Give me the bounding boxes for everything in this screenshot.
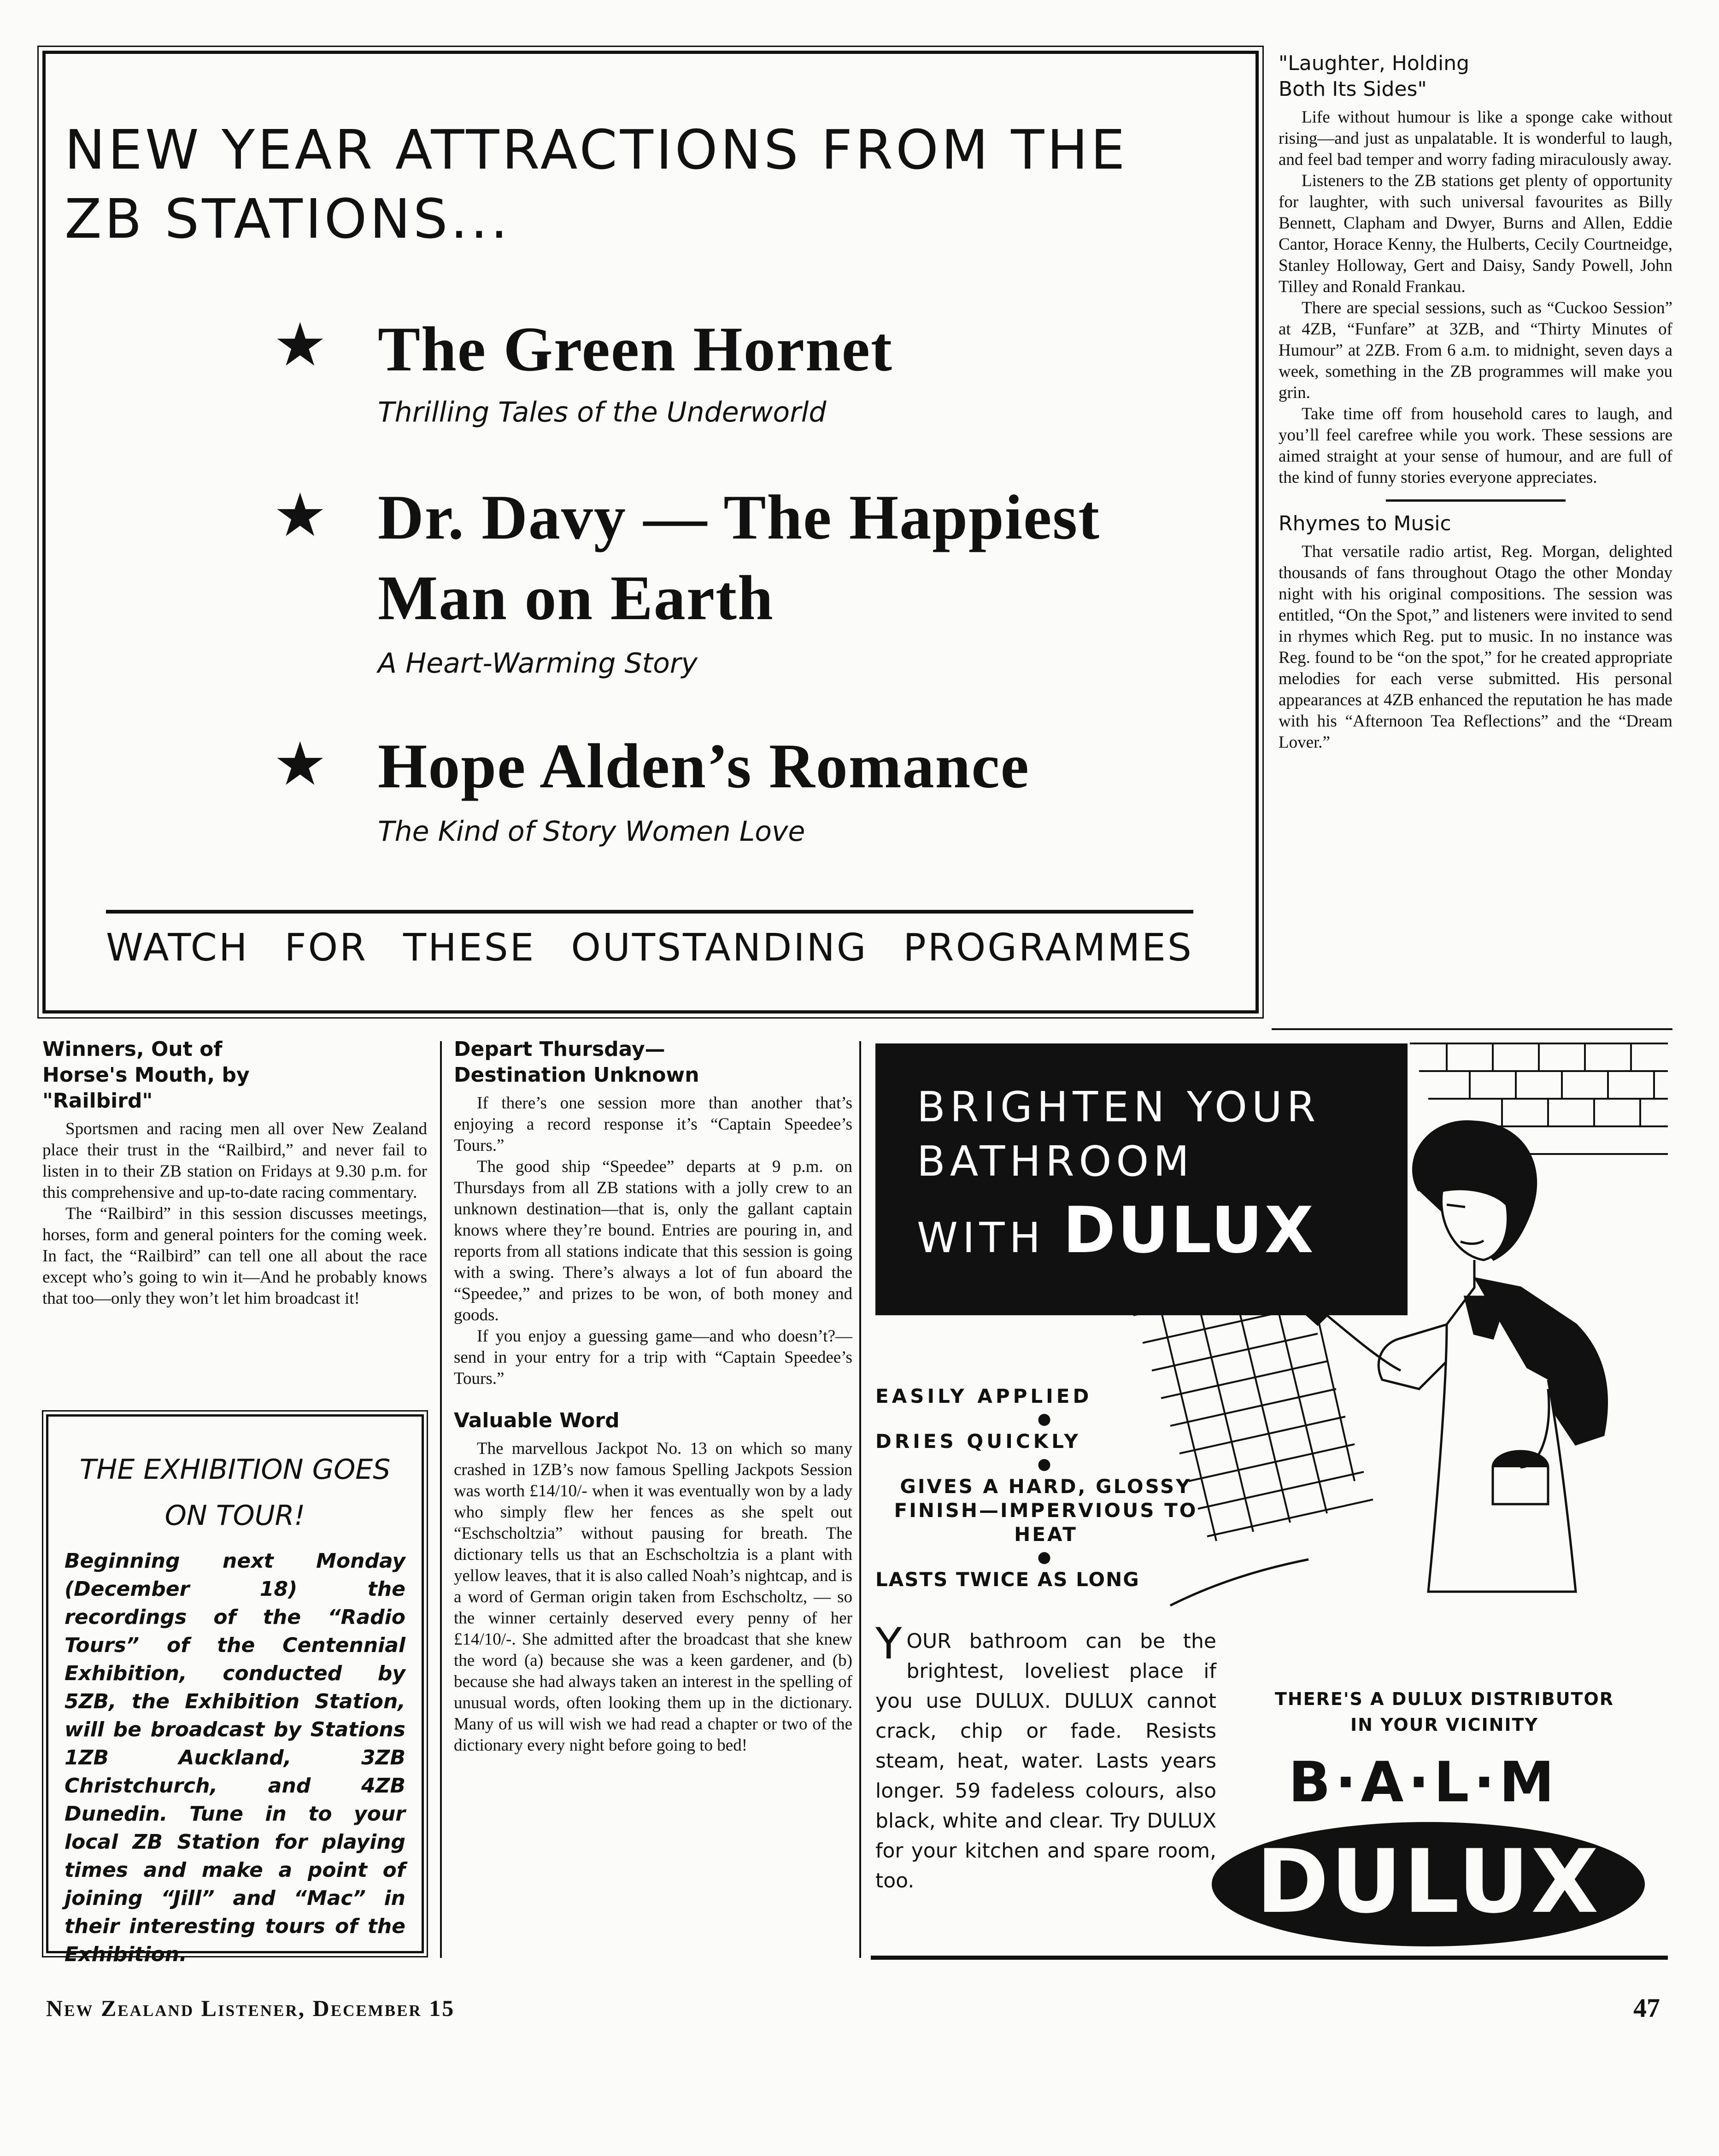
right-column-base-rule xyxy=(1272,1028,1672,1030)
star-icon: ★ xyxy=(273,483,327,549)
railbird-heading-line3: "Railbird" xyxy=(42,1089,153,1113)
distributor-line2: IN YOUR VICINITY xyxy=(1350,1715,1538,1735)
dulux-headline-line1: BRIGHTEN YOUR xyxy=(917,1083,1320,1131)
laughter-heading-line2: Both Its Sides" xyxy=(1279,77,1427,101)
laughter-heading-line1: "Laughter, Holding xyxy=(1279,52,1470,75)
railbird-column xyxy=(42,1037,427,1309)
programme-title-line2: Man on Earth xyxy=(378,562,774,633)
dulux-headline-line2: BATHROOM xyxy=(917,1137,1194,1186)
star-icon: ★ xyxy=(273,312,327,379)
dulux-features xyxy=(875,1384,1216,1592)
footer-word: OUTSTANDING xyxy=(571,926,868,970)
feature-item: EASILY APPLIED xyxy=(875,1385,1092,1407)
speedee-article xyxy=(454,1093,852,1389)
railbird-heading-line2: Horse's Mouth, by xyxy=(42,1063,250,1087)
paragraph: If there’s one session more than another that’s enjoying a record response it’s “Captain Speedee’s Tours.” xyxy=(454,1094,852,1155)
zb-ad-headline xyxy=(65,115,1216,253)
star-icon: ★ xyxy=(273,732,327,798)
dulux-logo xyxy=(1209,1820,1647,1949)
programme-green-hornet xyxy=(273,312,1244,451)
paragraph: The marvellous Jackpot No. 13 on which so many crashed in 1ZB’s now famous Spelling Jackpots Session was worth £14/10/- when it was eventually won by a lady who simply flew her fences as she spelt out “Eschscholtzia” without pausing for breath. The dictionary tells us that an Eschscholtzia is a plant with yellow leaves, that it is also called Noah’s nightcap, and is a word of German origin taken from Eschscholtz, — so the winner certainly deserved every penny of her £14/10/-. She admitted after the broadcast that she knew the word (a) because she was a keen gardener, and (b) because she had always taken an interest in the spelling of unusual words, often looking them up in the dictionary. Many of us will wish we had read a chapter or two of the dictionary every night before going to bed! xyxy=(454,1439,852,1755)
programme-hope-alden xyxy=(273,731,1244,871)
rhymes-heading: Rhymes to Music xyxy=(1279,512,1451,535)
feature-item: DRIES QUICKLY xyxy=(875,1430,1081,1453)
bullet-icon: ● xyxy=(1037,1410,1055,1428)
programme-title: Hope Alden’s Romance xyxy=(378,731,1030,801)
paragraph: That versatile radio artist, Reg. Morgan, delighted thousands of fans throughout Otago the other Monday night with his original compositions. The session was entitled, “On the Spot,” and listeners were invited to send in rhymes which Reg. put to music. In no instance was Reg. found to be “on the spot,” for he created appropriate melodies for each verse submitted. His personal appearances at 4ZB enhanced the reputation he has made with his “Afternoon Tea Reflections” and the “Dream Lover.” xyxy=(1279,542,1672,752)
speedee-heading-line2: Destination Unknown xyxy=(454,1063,699,1087)
programme-dr-davy xyxy=(273,482,1244,691)
paragraph: Life without humour is like a sponge cake without rising—and just as unpalatable. It is wonderful to laugh, and feel bad temper and worry fading miraculously away. xyxy=(1279,108,1672,169)
zb-ad-rule xyxy=(106,910,1193,914)
distributor-notice xyxy=(1226,1686,1663,1738)
distributor-line1: THERE'S A DULUX DISTRIBUTOR xyxy=(1274,1689,1614,1709)
footer-word: THESE xyxy=(403,926,536,970)
paragraph: Take time off from household cares to laugh, and you’ll feel carefree while you work. These sessions are aimed straight at your sense of humour, and are full of the kind of funny stories everyone appreciates. xyxy=(1279,404,1672,487)
programme-subtitle: Thrilling Tales of the Underworld xyxy=(378,396,827,428)
with-word: WITH xyxy=(917,1214,1045,1262)
programme-title: The Green Hornet xyxy=(378,314,893,384)
dulux-copy-text: OUR bathroom can be the brightest, loveliest place if you use DULUX. DULUX cannot crack, chip or fade. Resists steam, heat, water. Lasts years longer. 59 fadeless colours, also black, white and clear. Try DULUX for your kitchen and spare room, too. xyxy=(875,1629,1216,1892)
exhibition-body: Beginning next Monday (December 18) the recordings of the “Radio Tours” of the Centennial Exhibition, conducted by 5ZB, the Exhibition Station, will be broadcast by Stations 1ZB Auckland, 3ZB Christchurch, and 4ZB Dunedin. Tune in to your local ZB Station for playing times and make a point of joining “Jill” and “Mac” in their interesting tours of the Exhibition. xyxy=(65,1549,405,1966)
paragraph: There are special sessions, such as “Cuckoo Session” at 4ZB, “Funfare” at 3ZB, and “Thirty Minutes of Humour” at 2ZB. From 6 a.m. to midnight, seven days a week, something in the ZB programmes will make you grin. xyxy=(1279,299,1672,402)
laughter-article xyxy=(1279,107,1672,488)
right-column xyxy=(1279,51,1672,753)
zb-ad-headline-line1: NEW YEAR ATTRACTIONS FROM THE xyxy=(65,118,1128,182)
laughter-heading xyxy=(1279,51,1672,102)
section-divider xyxy=(1386,499,1566,502)
exhibition-title-line1: THE EXHIBITION GOES xyxy=(79,1453,391,1486)
dulux-body-copy xyxy=(875,1619,1216,1896)
railbird-article xyxy=(42,1119,427,1309)
publication-footer: New Zealand Listener, December 15 xyxy=(46,1995,455,2021)
dulux-dropcap: Y xyxy=(875,1619,902,1669)
column-divider xyxy=(859,1041,861,1958)
paragraph: Sportsmen and racing men all over New Zealand place their trust in the “Railbird,” and never fail to listen in to their ZB station on Fridays at 9.30 p.m. for this comprehensive and up-to-date racing commentary. xyxy=(42,1119,427,1202)
exhibition-title xyxy=(65,1447,405,1539)
exhibition-notice xyxy=(65,1447,405,1969)
bullet-icon: ● xyxy=(1037,1455,1055,1473)
footer-word: WATCH xyxy=(106,926,249,970)
paragraph: The good ship “Speedee” departs at 9 p.m. on Thursdays from all ZB stations with a jolly crew to an unknown destination—that is, only the gallant captain knows where they’re bound. Entries are pouring in, and reports from all stations indicate that this session is going with a swing. There’s always a lot of fun aboard the “Speedee,” and prizes to be won, of both money and goods. xyxy=(454,1157,852,1324)
programme-title-line1: Dr. Davy — The Happiest xyxy=(378,482,1101,552)
valuable-word-article xyxy=(454,1438,852,1756)
railbird-heading xyxy=(42,1037,427,1114)
dulux-ad-base-rule xyxy=(871,1956,1668,1960)
paragraph: The “Railbird” in this session discusses meetings, horses, form and general pointers for the coming week. In fact, the “Railbird” can tell one all about the race except who’s going to win it—And he probably knows that too—only they won’t let him broadcast it! xyxy=(42,1204,427,1308)
zb-ad-footer xyxy=(106,926,1193,970)
paragraph: Listeners to the ZB stations get plenty of opportunity for laughter, with such universal favourites as Billy Bennett, Clapham and Dwyer, Burns and Allen, Eddie Cantor, Horace Kenny, the Hulberts, Cecily Courtneidge, Stanley Holloway, Gert and Daisy, Sandy Powell, John Tilley and Ronald Frankau. xyxy=(1279,171,1672,296)
dulux-logo-text: DULUX xyxy=(1256,1831,1601,1933)
speedee-heading xyxy=(454,1037,852,1088)
column-divider xyxy=(440,1041,442,1958)
footer-word: PROGRAMMES xyxy=(903,926,1193,970)
dulux-word: DULUX xyxy=(1062,1193,1315,1267)
bullet-icon: ● xyxy=(1037,1548,1055,1566)
programme-subtitle: A Heart-Warming Story xyxy=(378,647,698,680)
railbird-heading-line1: Winners, Out of xyxy=(42,1037,223,1061)
feature-item: LASTS TWICE AS LONG xyxy=(875,1568,1140,1591)
speedee-column xyxy=(454,1037,852,1756)
zb-ad-headline-line2: ZB STATIONS... xyxy=(65,187,511,251)
speedee-heading-line1: Depart Thursday— xyxy=(454,1037,665,1061)
paragraph: If you enjoy a guessing game—and who doesn’t?—send in your entry for a trip with “Captain Speedee’s Tours.” xyxy=(454,1327,852,1388)
rhymes-article xyxy=(1279,541,1672,753)
footer-word: FOR xyxy=(284,926,368,970)
page-number: 47 xyxy=(1633,1993,1660,2023)
valuable-word-heading: Valuable Word xyxy=(454,1409,620,1432)
balm-brand: B·A·L·M xyxy=(1288,1751,1559,1815)
feature-item: GIVES A HARD, GLOSSY FINISH—IMPERVIOUS TO HEAT xyxy=(894,1475,1198,1546)
programme-subtitle: The Kind of Story Women Love xyxy=(378,815,805,848)
exhibition-title-line2: ON TOUR! xyxy=(164,1500,305,1532)
